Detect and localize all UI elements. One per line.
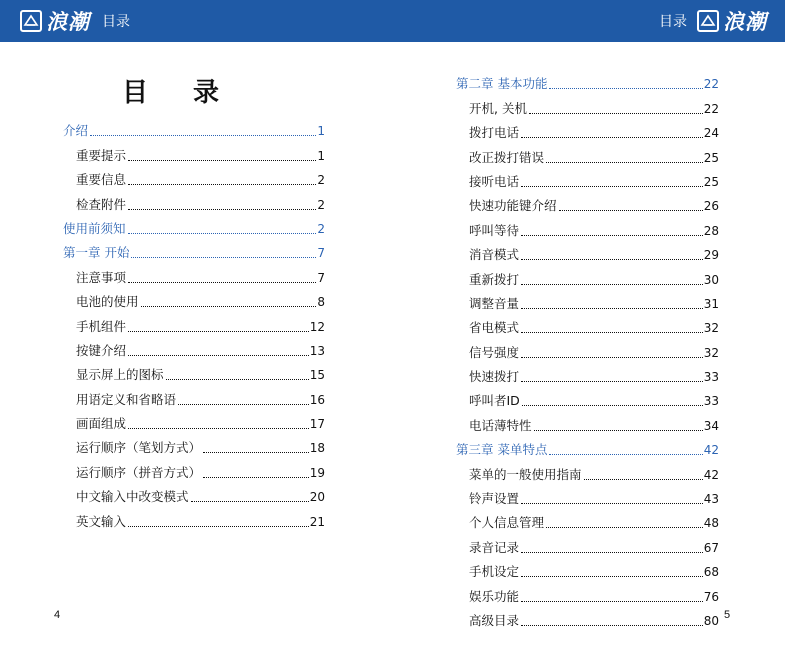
toc-item-link[interactable] bbox=[456, 190, 719, 214]
toc-entry-label: 运行顺序（笔划方式） bbox=[76, 440, 202, 456]
toc-item-link[interactable] bbox=[456, 92, 719, 116]
toc-page-number: 24 bbox=[703, 126, 719, 141]
toc-page-number: 76 bbox=[703, 589, 719, 604]
toc-page-number: 7 bbox=[317, 270, 325, 285]
toc-item-link[interactable] bbox=[456, 531, 719, 555]
header-bar bbox=[0, 0, 785, 42]
toc-entry-label: 重要信息 bbox=[76, 172, 127, 188]
toc-item-link[interactable] bbox=[63, 383, 325, 407]
toc-item-link[interactable] bbox=[456, 385, 719, 409]
toc-leader-dots bbox=[128, 282, 316, 283]
toc-page-number: 33 bbox=[703, 370, 719, 385]
toc-page-number: 16 bbox=[309, 392, 325, 407]
toc-item-link[interactable] bbox=[456, 312, 719, 336]
toc-page-number: 32 bbox=[703, 345, 719, 360]
toc-page-number: 43 bbox=[703, 492, 719, 507]
toc-entry-label: 用语定义和省略语 bbox=[76, 391, 177, 407]
toc-item-link[interactable] bbox=[63, 359, 325, 383]
toc-chapter-link[interactable] bbox=[63, 237, 325, 261]
toc-leader-dots bbox=[128, 331, 309, 332]
toc-leader-dots bbox=[521, 576, 703, 577]
toc-page-number: 33 bbox=[703, 394, 719, 409]
toc-item-link[interactable] bbox=[63, 432, 325, 456]
toc-leader-dots bbox=[128, 233, 317, 234]
toc-chapter-link[interactable] bbox=[63, 213, 325, 237]
toc-entry-label: 铃声设置 bbox=[469, 491, 520, 507]
toc-item-link[interactable] bbox=[456, 605, 719, 629]
toc-entry-label: 画面组成 bbox=[76, 416, 127, 432]
toc-page-number: 8 bbox=[317, 295, 325, 310]
toc-item-link[interactable] bbox=[63, 139, 325, 163]
toc-entry-label: 快速拨打 bbox=[469, 369, 520, 385]
header-title-left: 目录 bbox=[102, 14, 130, 30]
toc-page-number: 30 bbox=[703, 272, 719, 287]
toc-page-number: 19 bbox=[309, 465, 325, 480]
page-number-left: 4 bbox=[54, 609, 61, 621]
toc-chapter-link[interactable] bbox=[456, 434, 719, 458]
toc-page-number: 67 bbox=[703, 540, 719, 555]
header-title-right: 目录 bbox=[659, 14, 687, 30]
toc-page-number: 13 bbox=[309, 343, 325, 358]
toc-item-link[interactable] bbox=[63, 335, 325, 359]
toc-page-number: 2 bbox=[317, 197, 325, 212]
toc-entry-label: 电池的使用 bbox=[76, 294, 139, 310]
toc-page-number: 31 bbox=[703, 296, 719, 311]
toc-entry-label: 英文输入 bbox=[76, 513, 127, 529]
toc-left-column bbox=[63, 115, 325, 530]
toc-page-number: 48 bbox=[703, 516, 719, 531]
toc-entry-label: 开机, 关机 bbox=[469, 100, 527, 116]
toc-leader-dots bbox=[128, 526, 309, 527]
toc-item-link[interactable] bbox=[456, 263, 719, 287]
toc-entry-label: 手机设定 bbox=[469, 564, 520, 580]
toc-item-link[interactable] bbox=[63, 456, 325, 480]
toc-leader-dots bbox=[521, 332, 703, 333]
toc-item-link[interactable] bbox=[63, 164, 325, 188]
toc-entry-label: 消音模式 bbox=[469, 247, 520, 263]
toc-page-number: 68 bbox=[703, 565, 719, 580]
toc-entry-label: 调整音量 bbox=[469, 295, 520, 311]
toc-item-link[interactable] bbox=[456, 507, 719, 531]
toc-entry-label: 高级目录 bbox=[469, 612, 520, 628]
toc-entry-label: 改正拨打错误 bbox=[469, 149, 545, 165]
toc-item-link[interactable] bbox=[63, 261, 325, 285]
toc-entry-label: 注意事项 bbox=[76, 269, 127, 285]
toc-entry-label: 使用前须知 bbox=[63, 220, 126, 236]
toc-entry-label: 省电模式 bbox=[469, 320, 520, 336]
toc-leader-dots bbox=[131, 257, 316, 258]
toc-entry-label: 信号强度 bbox=[469, 344, 520, 360]
toc-leader-dots bbox=[546, 527, 703, 528]
toc-entry-label: 重要提示 bbox=[76, 147, 127, 163]
toc-item-link[interactable] bbox=[456, 141, 719, 165]
toc-item-link[interactable] bbox=[63, 286, 325, 310]
toc-leader-dots bbox=[166, 379, 309, 380]
toc-chapter-link[interactable] bbox=[63, 115, 325, 139]
toc-leader-dots bbox=[584, 479, 703, 480]
toc-entry-label: 第一章 开始 bbox=[63, 245, 130, 261]
toc-leader-dots bbox=[521, 235, 703, 236]
brand-logo-text: 浪潮 bbox=[46, 9, 90, 34]
toc-item-link[interactable] bbox=[456, 239, 719, 263]
toc-page-number: 42 bbox=[703, 467, 719, 482]
toc-item-link[interactable] bbox=[456, 214, 719, 238]
toc-entry-label: 显示屏上的图标 bbox=[76, 367, 164, 383]
toc-entry-label: 快速功能键介绍 bbox=[469, 198, 557, 214]
toc-leader-dots bbox=[521, 357, 703, 358]
toc-item-link[interactable] bbox=[456, 288, 719, 312]
toc-entry-label: 娱乐功能 bbox=[469, 588, 520, 604]
toc-entry-label: 呼叫等待 bbox=[469, 222, 520, 238]
toc-entry-label: 菜单的一般使用指南 bbox=[469, 466, 582, 482]
toc-entry-label: 录音记录 bbox=[469, 539, 520, 555]
toc-page-number: 7 bbox=[317, 246, 325, 261]
toc-page-number: 17 bbox=[309, 417, 325, 432]
toc-page-number: 15 bbox=[309, 368, 325, 383]
toc-leader-dots bbox=[521, 259, 703, 260]
toc-leader-dots bbox=[546, 162, 703, 163]
toc-leader-dots bbox=[128, 428, 309, 429]
toc-entry-label: 个人信息管理 bbox=[469, 515, 545, 531]
toc-leader-dots bbox=[128, 160, 316, 161]
toc-item-link[interactable] bbox=[456, 166, 719, 190]
toc-leader-dots bbox=[90, 135, 316, 136]
toc-item-link[interactable] bbox=[456, 580, 719, 604]
toc-chapter-link[interactable] bbox=[456, 68, 719, 92]
toc-page-number: 12 bbox=[309, 319, 325, 334]
toc-leader-dots bbox=[549, 88, 702, 89]
toc-page-number: 80 bbox=[703, 613, 719, 628]
toc-entry-label: 接听电话 bbox=[469, 173, 520, 189]
toc-page-number: 42 bbox=[703, 443, 719, 458]
toc-item-link[interactable] bbox=[456, 336, 719, 360]
toc-item-link[interactable] bbox=[63, 481, 325, 505]
toc-page-number: 20 bbox=[309, 490, 325, 505]
toc-item-link[interactable] bbox=[63, 408, 325, 432]
page-title: 目 录 bbox=[122, 78, 238, 108]
toc-page-number: 26 bbox=[703, 199, 719, 214]
toc-leader-dots bbox=[534, 430, 703, 431]
toc-entry-label: 电话薄特性 bbox=[469, 417, 532, 433]
toc-leader-dots bbox=[203, 477, 309, 478]
toc-leader-dots bbox=[521, 137, 703, 138]
toc-leader-dots bbox=[191, 501, 309, 502]
toc-page-number: 32 bbox=[703, 321, 719, 336]
toc-entry-label: 重新拨打 bbox=[469, 271, 520, 287]
header-left bbox=[20, 7, 130, 35]
toc-item-link[interactable] bbox=[456, 458, 719, 482]
toc-entry-label: 介绍 bbox=[63, 123, 89, 139]
toc-entry-label: 按键介绍 bbox=[76, 342, 127, 358]
inspur-logo-icon bbox=[20, 10, 42, 32]
toc-page-number: 29 bbox=[703, 248, 719, 263]
toc-page-number: 22 bbox=[703, 101, 719, 116]
toc-leader-dots bbox=[128, 184, 316, 185]
inspur-logo-icon bbox=[697, 10, 719, 32]
toc-page-number: 18 bbox=[309, 441, 325, 456]
brand-logo-text: 浪潮 bbox=[723, 9, 767, 34]
toc-entry-label: 手机组件 bbox=[76, 318, 127, 334]
toc-entry-label: 第三章 菜单特点 bbox=[456, 442, 548, 458]
toc-page-number: 25 bbox=[703, 150, 719, 165]
toc-right-column bbox=[456, 68, 719, 629]
page-number-right: 5 bbox=[724, 609, 731, 621]
toc-item-link[interactable] bbox=[456, 361, 719, 385]
toc-leader-dots bbox=[521, 186, 703, 187]
toc-leader-dots bbox=[529, 113, 703, 114]
header-right bbox=[659, 7, 767, 35]
toc-entry-label: 拨打电话 bbox=[469, 125, 520, 141]
toc-page-number: 25 bbox=[703, 174, 719, 189]
toc-page-number: 34 bbox=[703, 418, 719, 433]
toc-item-link[interactable] bbox=[63, 188, 325, 212]
toc-item-link[interactable] bbox=[456, 409, 719, 433]
toc-leader-dots bbox=[549, 454, 702, 455]
toc-leader-dots bbox=[521, 284, 703, 285]
toc-item-link[interactable] bbox=[63, 310, 325, 334]
toc-item-link[interactable] bbox=[456, 556, 719, 580]
toc-page-number: 28 bbox=[703, 223, 719, 238]
toc-leader-dots bbox=[178, 404, 309, 405]
toc-leader-dots bbox=[521, 625, 703, 626]
toc-item-link[interactable] bbox=[63, 505, 325, 529]
toc-leader-dots bbox=[559, 210, 703, 211]
toc-page-number: 2 bbox=[317, 221, 325, 236]
toc-page-number: 21 bbox=[309, 514, 325, 529]
toc-leader-dots bbox=[128, 209, 316, 210]
toc-leader-dots bbox=[203, 452, 309, 453]
toc-leader-dots bbox=[522, 405, 703, 406]
toc-leader-dots bbox=[141, 306, 317, 307]
toc-entry-label: 中文输入中改变模式 bbox=[76, 489, 189, 505]
toc-entry-label: 检查附件 bbox=[76, 196, 127, 212]
toc-item-link[interactable] bbox=[456, 117, 719, 141]
toc-entry-label: 第二章 基本功能 bbox=[456, 76, 548, 92]
toc-entry-label: 运行顺序（拼音方式） bbox=[76, 464, 202, 480]
toc-leader-dots bbox=[128, 355, 309, 356]
toc-item-link[interactable] bbox=[456, 483, 719, 507]
toc-leader-dots bbox=[521, 308, 703, 309]
toc-leader-dots bbox=[521, 601, 703, 602]
toc-page-number: 2 bbox=[317, 173, 325, 188]
toc-page-number: 1 bbox=[317, 148, 325, 163]
toc-leader-dots bbox=[521, 381, 703, 382]
toc-leader-dots bbox=[521, 503, 703, 504]
toc-leader-dots bbox=[521, 552, 703, 553]
toc-page-number: 22 bbox=[703, 77, 719, 92]
toc-entry-label: 呼叫者ID bbox=[469, 393, 520, 409]
toc-page-number: 1 bbox=[317, 124, 325, 139]
